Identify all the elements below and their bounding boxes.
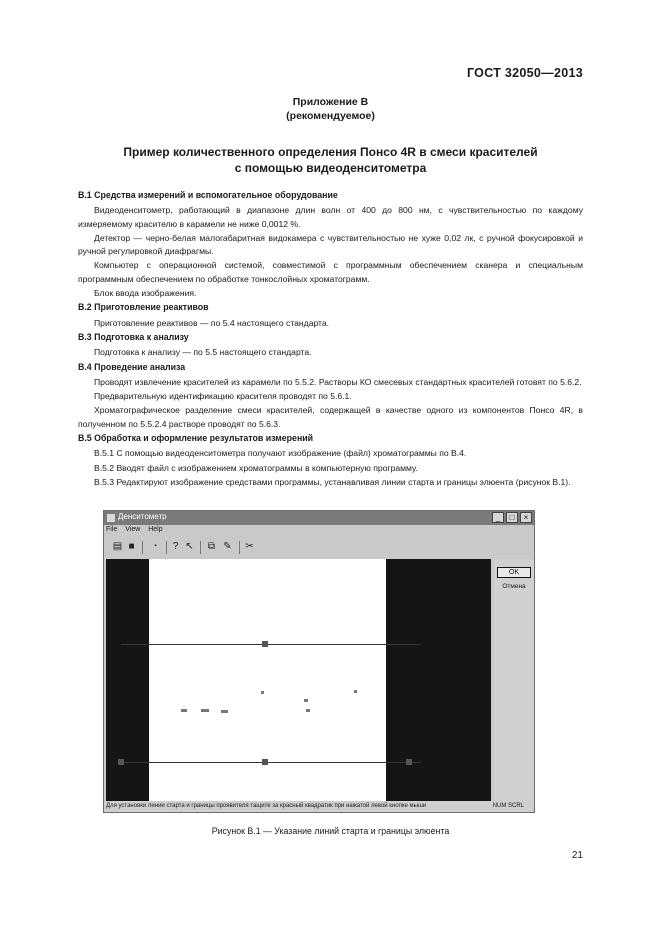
section-heading-b5: В.5 Обработка и оформление результатов измерений [78,433,314,444]
menu-bar [106,526,169,533]
annex-note: (рекомендуемое) [286,110,375,122]
main-title-line2: с помощью видеоденситометра [234,161,427,175]
annex-title: Приложение В [292,96,369,108]
help-icon[interactable]: ? [172,541,179,552]
dot-icon[interactable]: ▪ [154,543,157,549]
window-titlebar [104,511,534,525]
chromatogram-view[interactable] [106,559,491,801]
menu-file[interactable]: File [106,526,118,533]
side-panel [494,559,534,801]
window-title: Денситометр [118,512,167,521]
spot [261,691,264,694]
densitometer-screenshot [103,510,535,813]
paragraph: Приготовление реактивов — по 5.4 настоящего стандарта. [94,317,330,328]
status-indicators: NUM SCRL [492,803,524,809]
section-heading-b4: В.4 Проведение анализа [78,361,186,372]
start-line-handle[interactable] [262,759,268,765]
section-heading-b2: В.2 Приготовление реактивов [78,302,209,313]
spot [306,709,310,712]
toolbar-separator [239,541,240,554]
ok-button[interactable]: OK [497,567,531,578]
app-icon [107,514,115,522]
plate-shadow-left [106,559,149,801]
plate-shadow-right [386,559,491,801]
document-body [78,188,583,490]
tools-icon[interactable]: ✂ [245,541,254,552]
section-heading-b1: В.1 Средства измерений и вспомогательное оборудование [78,190,338,200]
paragraph: Хроматографическое разделение смеси красителей, содержащей в качестве одного из компонентов Понсо 4R, в полученном по 5.5.2.4 растворе проводят по 5.6.3. [78,405,583,429]
main-title-line1: Пример количественного определения Понсо 4R в смеси красителей [123,145,538,159]
toolbar-separator [200,541,201,554]
start-line-right-handle[interactable] [406,759,412,765]
eluent-front-handle[interactable] [262,641,268,647]
status-bar [104,801,534,812]
eluent-front-line[interactable] [121,644,421,645]
spot [181,709,187,712]
paragraph: Видеоденситометр, работающий в диапазоне длин волн от 400 до 800 нм, с чувствительностью по каждому измеряемому красителю в карамели не ниже 0,0012 %. [78,205,583,229]
page-number: 21 [571,850,583,861]
open-icon[interactable]: ▤ [112,541,123,552]
start-line-left-handle[interactable] [118,759,124,765]
paragraph: Проводят извлечение красителей из карамели по 5.5.2. Растворы КО смесевых стандартных красителей готовят по 5.6.2. [94,376,582,387]
spot [304,699,308,702]
paragraph: Подготовка к анализу — по 5.5 настоящего стандарта. [94,347,312,358]
paragraph: Компьютер с операционной системой, совместимой с программным обеспечением сканера и специальным программным обеспечением по обработке тонкослойных хроматограмм. [78,260,583,284]
paragraph: В.5.1 С помощью видеоденситометра получают изображение (файл) хроматограммы по В.4. [94,448,467,459]
maximize-icon[interactable]: □ [506,512,518,523]
paragraph: Детектор — черно-белая малогабаритная видокамера с чувствительностью не хуже 0,02 лк, с ручной фокусировкой и ручной регулировкой диафрагмы. [78,232,583,257]
toolbar-separator [142,541,143,554]
start-line[interactable] [121,762,421,763]
copy-icon[interactable]: ⧉ [207,541,216,552]
minimize-icon[interactable]: _ [492,512,504,523]
section-heading-b3: В.3 Подготовка к анализу [78,331,189,342]
menu-help[interactable]: Help [148,526,163,533]
context-help-icon[interactable]: ↖ [185,541,194,552]
toolbar-separator [166,541,167,554]
cancel-button[interactable]: Отмена [502,583,526,590]
toolbar [106,539,532,556]
document-code: ГОСТ 32050—2013 [466,66,583,80]
paragraph: В.5.3 Редактируют изображение средствами программы, устанавливая линии старта и границы элюента (рисунок В.1). [94,476,571,487]
status-hint: Для установки линии старта и границы проявителя тащите за красный квадратик при нажатой левой кнопке мыши [106,803,427,809]
paragraph: В.5.2 Вводят файл с изображением хроматограммы в компьютерную программу. [94,462,418,473]
paragraph: Блок ввода изображения. [94,288,197,299]
menu-view[interactable]: View [125,526,141,533]
spot [221,710,228,713]
save-icon[interactable]: ■ [128,541,135,552]
edit-icon[interactable]: ✎ [223,541,232,552]
close-icon[interactable]: × [520,512,532,523]
spot [354,690,357,693]
spot [201,709,209,712]
paragraph: Предварительную идентификацию красителя проводят по 5.6.1. [94,391,352,402]
figure-caption: Рисунок В.1 — Указание линий старта и границы элюента [211,826,450,836]
